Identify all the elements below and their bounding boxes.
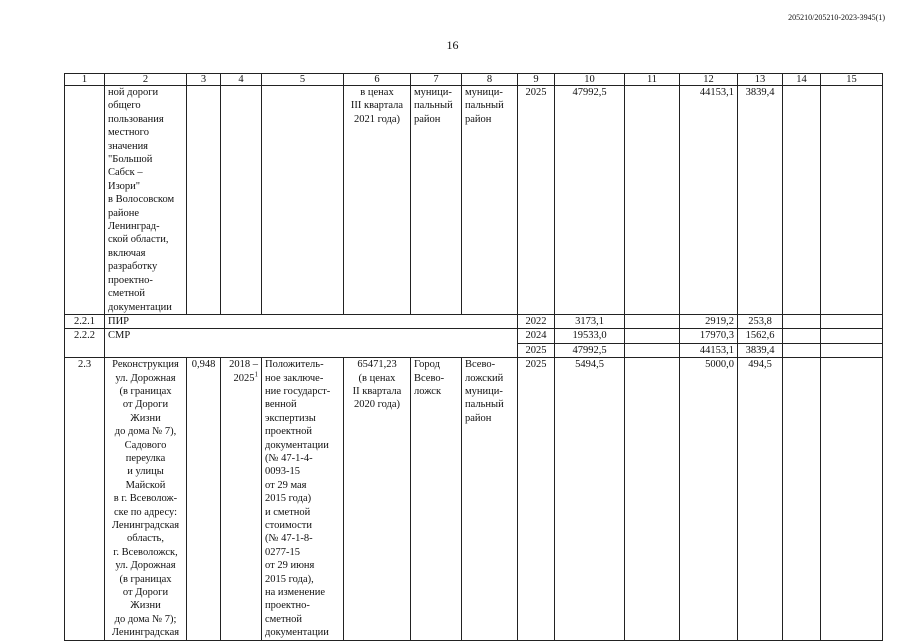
municipality-cell: Город Всево- ложск: [411, 358, 462, 641]
value-cell: 3839,4: [738, 86, 783, 315]
column-header: 12: [680, 74, 738, 86]
period-cell: [221, 358, 262, 641]
column-header: 1: [65, 74, 105, 86]
column-header: 15: [821, 74, 883, 86]
table-row: [65, 358, 883, 641]
total-cell: 5494,5: [555, 358, 625, 641]
object-name-cell: ПИР: [105, 314, 518, 328]
object-name-cell: СМР: [105, 329, 518, 358]
municipality-cell: муници- пальный район: [411, 86, 462, 315]
column-header: 14: [783, 74, 821, 86]
table-row: [65, 314, 883, 328]
total-cell: 47992,5: [555, 343, 625, 357]
value-cell: 494,5: [738, 358, 783, 641]
table-row: [65, 329, 883, 343]
value-cell: [821, 343, 883, 357]
column-header: 5: [262, 74, 344, 86]
column-header: 7: [411, 74, 462, 86]
column-header: 11: [625, 74, 680, 86]
value-cell: 17970,3: [680, 329, 738, 343]
length-cell: 0,948: [187, 358, 221, 641]
value-cell: 2919,2: [680, 314, 738, 328]
item-number-cell: [65, 86, 105, 315]
value-cell: [783, 358, 821, 641]
value-cell: 5000,0: [680, 358, 738, 641]
budget-table: [64, 73, 883, 641]
value-cell: [783, 86, 821, 315]
object-name-cell: Реконструкция ул. Дорожная (в границах от Дороги Жизни до дома № 7), Садового переулка и улицы Майской в г. Всеволож- ске по адресу: Ленинградская область, г. Всеволожск, ул. Дорожная (в границах от Дороги Жизни до дома № 7); Ленинградская: [105, 358, 187, 641]
value-cell: [821, 86, 883, 315]
total-cell: 3173,1: [555, 314, 625, 328]
value-cell: 44153,1: [680, 343, 738, 357]
column-header: 8: [462, 74, 518, 86]
page-number: 16: [446, 38, 459, 52]
district-cell: муници- пальный район: [462, 86, 518, 315]
value-cell: [783, 343, 821, 357]
value-cell: [625, 358, 680, 641]
total-cell: 19533,0: [555, 329, 625, 343]
value-cell: [821, 314, 883, 328]
column-header: 9: [518, 74, 555, 86]
column-header: 6: [344, 74, 411, 86]
value-cell: [625, 329, 680, 343]
column-header: 2: [105, 74, 187, 86]
column-header: 4: [221, 74, 262, 86]
year-cell: 2025: [518, 358, 555, 641]
period-footnote: 1: [254, 370, 258, 379]
object-name-cell: ной дороги общего пользования местного значения "Большой Сабск – Изори" в Волосовском районе Ленинград- ской области, включая разработку проектно- сметной документации: [105, 86, 187, 315]
column-header: 3: [187, 74, 221, 86]
value-cell: 44153,1: [680, 86, 738, 315]
value-cell: [625, 314, 680, 328]
period-cell: [221, 86, 262, 315]
price-basis-cell: 65471,23 (в ценах II квартала 2020 года): [344, 358, 411, 641]
value-cell: [783, 329, 821, 343]
item-number-cell: 2.2.1: [65, 314, 105, 328]
table-row: [65, 86, 883, 315]
value-cell: 3839,4: [738, 343, 783, 357]
value-cell: 253,8: [738, 314, 783, 328]
length-cell: [187, 86, 221, 315]
total-cell: 47992,5: [555, 86, 625, 315]
column-header: 13: [738, 74, 783, 86]
year-cell: 2024: [518, 329, 555, 343]
document-id: 205210/205210-2023-3945(1): [788, 13, 885, 22]
value-cell: [783, 314, 821, 328]
column-number-row: [65, 74, 883, 86]
value-cell: [821, 329, 883, 343]
basis-cell: Положитель- ное заключе- ние государст- венной экспертизы проектной документации (№ 47-1-4- 0093-15 от 29 мая 2015 года) и сметной стоимости (№ 47-1-8- 0277-15 от 29 июня 2015 года), на изменение проектно- сметной документации: [262, 358, 344, 641]
year-cell: 2025: [518, 343, 555, 357]
year-cell: 2022: [518, 314, 555, 328]
item-number-cell: 2.3: [65, 358, 105, 641]
period-text: 2018 – 2025: [229, 359, 258, 384]
value-cell: [625, 86, 680, 315]
price-basis-cell: в ценах III квартала 2021 года): [344, 86, 411, 315]
item-number-cell: 2.2.2: [65, 329, 105, 358]
value-cell: [821, 358, 883, 641]
value-cell: 1562,6: [738, 329, 783, 343]
column-header: 10: [555, 74, 625, 86]
value-cell: [625, 343, 680, 357]
district-cell: Всево- ложский муници- пальный район: [462, 358, 518, 641]
year-cell: 2025: [518, 86, 555, 315]
basis-cell: [262, 86, 344, 315]
